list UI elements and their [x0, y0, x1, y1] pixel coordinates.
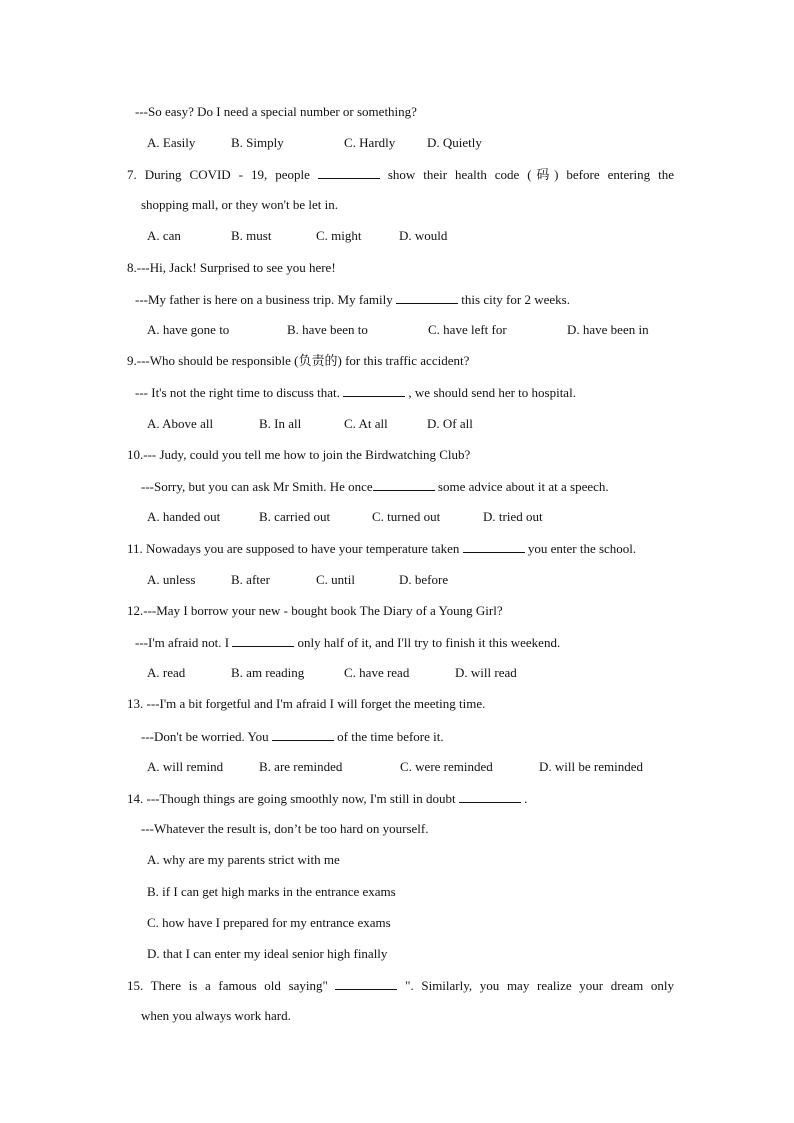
q11-stem [127, 540, 636, 557]
q14-stem-end: . [524, 791, 528, 806]
answer-blank[interactable] [396, 291, 458, 304]
q9-reply [135, 384, 576, 401]
q9-reply-end: , we should send her to hospital. [408, 385, 576, 400]
answer-blank[interactable] [318, 166, 380, 179]
q13-option-c[interactable]: C. were reminded [400, 759, 493, 774]
q10-reply [141, 478, 609, 495]
q6-option-b[interactable]: B. Simply [231, 135, 284, 150]
q11-option-d[interactable]: D. before [399, 572, 449, 587]
q8-stem: 8.---Hi, Jack! Surprised to see you here! [127, 260, 336, 275]
q12-reply [135, 634, 560, 651]
q15-stem-line1 [127, 977, 674, 994]
q13-stem: 13. ---I'm a bit forgetful and I'm afraid I will forget the meeting time. [127, 696, 486, 711]
q12-stem: 12.---May I borrow your new - bought book The Diary of a Young Girl? [127, 603, 503, 618]
q14-option-d[interactable]: D. that I can enter my ideal senior high finally [147, 946, 388, 961]
q13-option-d[interactable]: D. will be reminded [539, 759, 643, 774]
q6-reply: ---So easy? Do I need a special number or something? [135, 104, 417, 119]
q9-option-a[interactable]: A. Above all [147, 416, 214, 431]
q14-option-c[interactable]: C. how have I prepared for my entrance exams [147, 915, 391, 930]
q8-option-a[interactable]: A. have gone to [147, 322, 230, 337]
q7-option-a[interactable]: A. can [147, 228, 181, 243]
q8-reply-end: this city for 2 weeks. [461, 292, 570, 307]
q15-stem-end: ". Similarly, you may realize your dream only [405, 978, 674, 993]
q12-option-c[interactable]: C. have read [344, 665, 410, 680]
q10-option-a[interactable]: A. handed out [147, 509, 221, 524]
q8-reply-start: ---My father is here on a business trip. My family [135, 292, 393, 307]
q9-option-b[interactable]: B. In all [259, 416, 302, 431]
q9-option-d[interactable]: D. Of all [427, 416, 473, 431]
answer-blank[interactable] [459, 790, 521, 803]
q10-option-c[interactable]: C. turned out [372, 509, 441, 524]
answer-blank[interactable] [463, 540, 525, 553]
q13-option-b[interactable]: B. are reminded [259, 759, 343, 774]
q12-reply-end: only half of it, and I'll try to finish it this weekend. [297, 635, 561, 650]
q8-option-c[interactable]: C. have left for [428, 322, 507, 337]
q14-stem-start: 14. ---Though things are going smoothly now, I'm still in doubt [127, 791, 456, 806]
q11-stem-end: you enter the school. [527, 541, 637, 556]
q7-option-b[interactable]: B. must [231, 228, 272, 243]
answer-blank[interactable] [232, 634, 294, 647]
q10-stem: 10.--- Judy, could you tell me how to join the Birdwatching Club? [127, 447, 471, 462]
q7-option-c[interactable]: C. might [316, 228, 362, 243]
q10-option-d[interactable]: D. tried out [483, 509, 543, 524]
q6-option-a[interactable]: A. Easily [147, 135, 196, 150]
q13-reply-start: ---Don't be worried. You [141, 729, 269, 744]
q12-option-b[interactable]: B. am reading [231, 665, 305, 680]
q15-stem-start: 15. There is a famous old saying" [127, 978, 328, 993]
q12-reply-start: ---I'm afraid not. I [135, 635, 230, 650]
q13-reply-end: of the time before it. [337, 729, 444, 744]
q7-stem-start: 7. During COVID - 19, people [127, 167, 310, 182]
q11-option-b[interactable]: B. after [231, 572, 270, 587]
q6-option-d[interactable]: D. Quietly [427, 135, 482, 150]
q9-reply-start: --- It's not the right time to discuss that. [135, 385, 340, 400]
q7-stem-end: show their health code (码) before entering the [387, 167, 675, 182]
q12-option-d[interactable]: D. will read [455, 665, 517, 680]
q11-stem-start: 11. Nowadays you are supposed to have your temperature taken [127, 541, 460, 556]
q14-reply: ---Whatever the result is, don’t be too hard on yourself. [141, 821, 429, 836]
q6-option-c[interactable]: C. Hardly [344, 135, 396, 150]
q13-reply [141, 728, 444, 745]
answer-blank[interactable] [373, 478, 435, 491]
q10-reply-start: ---Sorry, but you can ask Mr Smith. He once [141, 479, 373, 494]
q14-option-b[interactable]: B. if I can get high marks in the entrance exams [147, 884, 396, 899]
q11-option-a[interactable]: A. unless [147, 572, 196, 587]
q8-option-b[interactable]: B. have been to [287, 322, 368, 337]
q15-stem-line2: when you always work hard. [141, 1008, 291, 1023]
q11-option-c[interactable]: C. until [316, 572, 356, 587]
q8-reply [135, 291, 570, 308]
q10-reply-end: some advice about it at a speech. [437, 479, 609, 494]
answer-blank[interactable] [335, 977, 397, 990]
q8-option-d[interactable]: D. have been in [567, 322, 649, 337]
q12-option-a[interactable]: A. read [147, 665, 186, 680]
q7-stem-line2: shopping mall, or they won't be let in. [141, 197, 338, 212]
q7-option-d[interactable]: D. would [399, 228, 448, 243]
q10-option-b[interactable]: B. carried out [259, 509, 331, 524]
q14-option-a[interactable]: A. why are my parents strict with me [147, 852, 340, 867]
q14-stem [127, 790, 527, 807]
q9-stem: 9.---Who should be responsible (负责的) for this traffic accident? [127, 353, 470, 368]
q13-option-a[interactable]: A. will remind [147, 759, 224, 774]
q7-stem-line1 [127, 166, 674, 183]
answer-blank[interactable] [343, 384, 405, 397]
q9-option-c[interactable]: C. At all [344, 416, 388, 431]
answer-blank[interactable] [272, 728, 334, 741]
